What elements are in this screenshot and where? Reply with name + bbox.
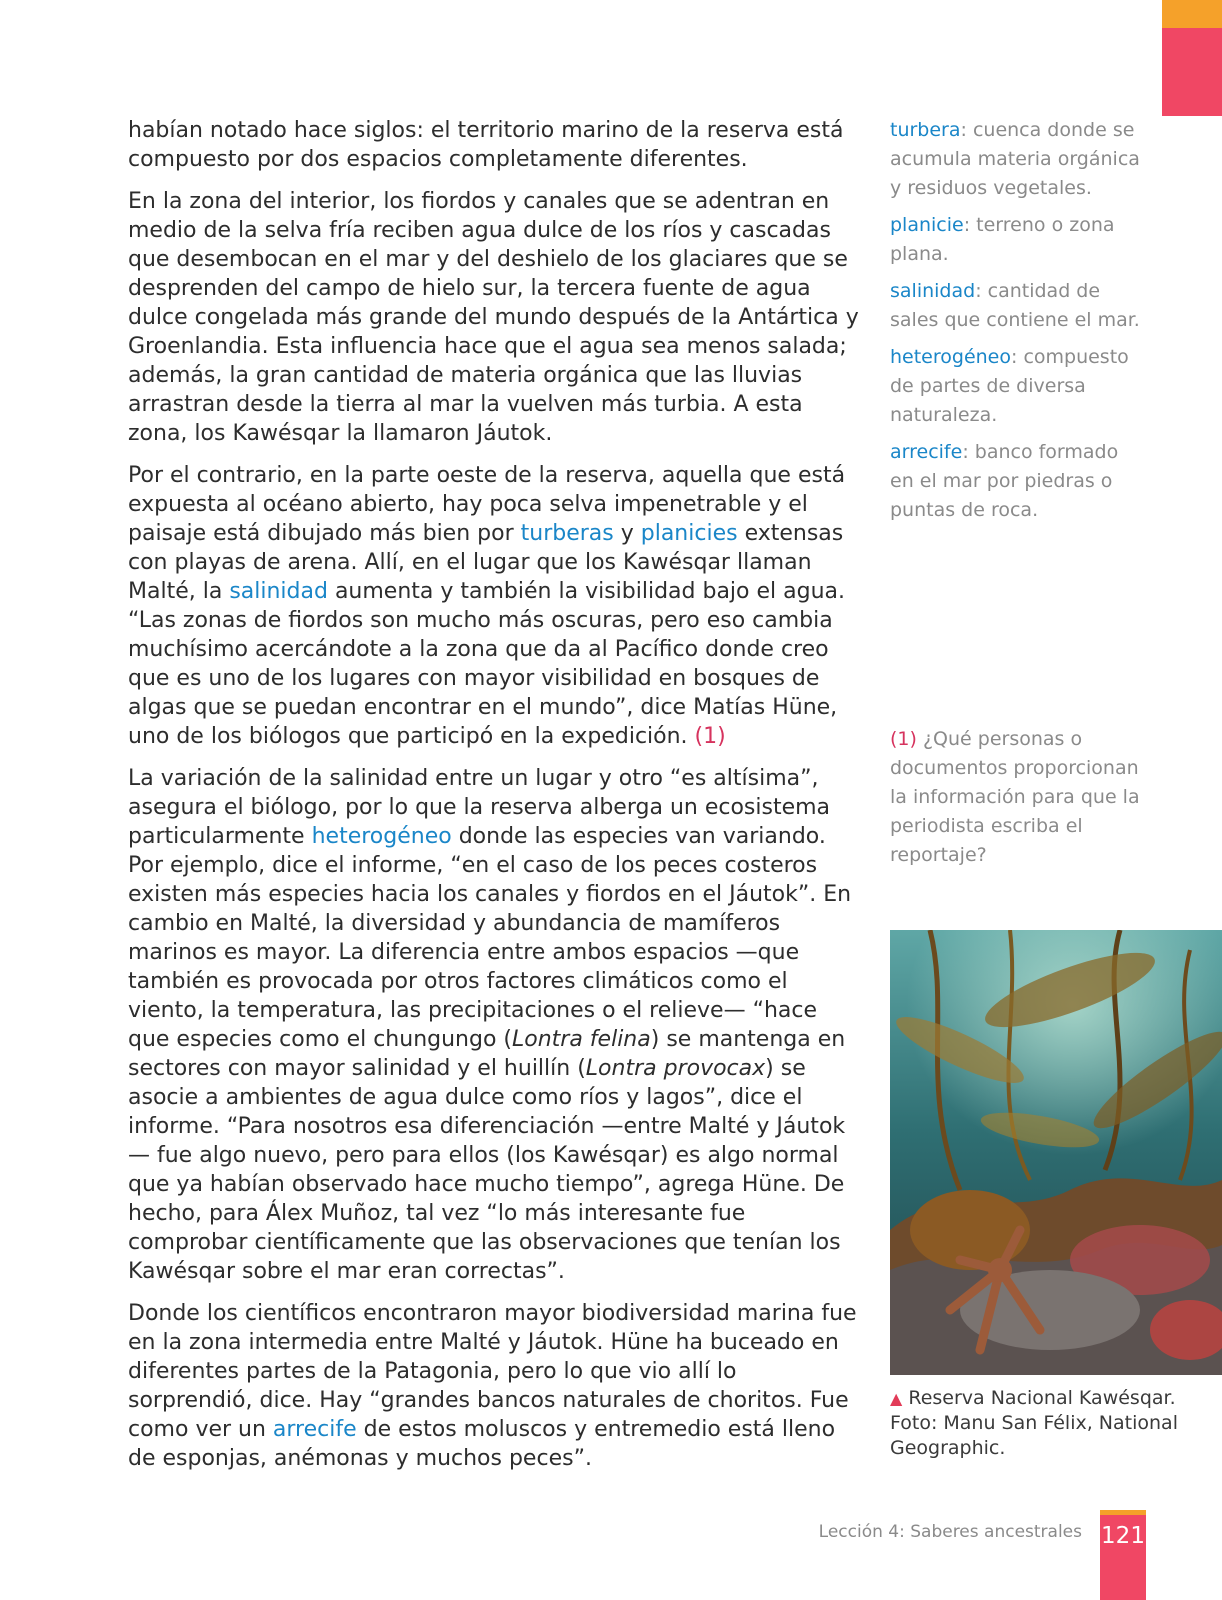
species-name: Lontra provocax <box>585 1056 766 1081</box>
article-body <box>128 116 862 1486</box>
keyword-salinidad: salinidad <box>229 579 328 604</box>
triangle-icon: ▲ <box>890 1389 903 1408</box>
footer-lesson: Lección 4: Saberes ancestrales <box>818 1522 1082 1542</box>
paragraph-3: Por el contrario, en la parte oeste de la reserva, aquella que está expuesta al océano abierto, hay poca selva impenetrable y el paisaje está dibujado más bien por turberas y planicies extensas con playas de arena. Allí, en el lugar que los Kawésqar llaman Malté, la salinidad aumenta y también la visibilidad bajo el agua. “Las zonas de fiordos son mucho más oscuras, pero eso cambia muchísimo acercándote a la zona que da al Pacífico donde creo que es uno de los lugares con mayor visibilidad en bosques de algas que se puedan encontrar en el mundo”, dice Matías Hüne, uno de los biólogos que participó en la expedición. (1) <box>128 463 846 749</box>
keyword-arrecife: arrecife <box>272 1417 357 1442</box>
keyword-turberas: turberas <box>520 521 614 546</box>
paragraph-1: habían notado hace siglos: el territorio marino de la reserva está compuesto por dos espacios completamente diferentes. <box>128 118 844 172</box>
glossary-entry: arrecife: banco formado en el mar por piedras o puntas de roca. <box>890 441 1119 521</box>
corner-tab-red <box>1162 28 1222 116</box>
keyword-planicies: planicies <box>640 521 738 546</box>
glossary-entry: turbera: cuenca donde se acumula materia orgánica y residuos vegetales. <box>890 119 1140 199</box>
glossary-entry: planicie: terreno o zona plana. <box>890 214 1115 265</box>
glossary-entry: salinidad: cantidad de sales que contiene el mar. <box>890 280 1140 331</box>
corner-tab-orange <box>1162 0 1222 28</box>
paragraph-5: Donde los científicos encontraron mayor biodiversidad marina fue en la zona intermedia entre Malté y Jáutok. Hüne ha buceado en diferentes partes de la Patagonia, pero lo que vio allí lo sorprendió, dice. Hay “grandes bancos naturales de choritos. Fue como ver un arrecife de estos moluscos y entremedio está lleno de esponjas, anémonas y muchos peces”. <box>128 1301 857 1471</box>
glossary-entry: heterogéneo: compuesto de partes de diversa naturaleza. <box>890 346 1129 426</box>
glossary <box>890 116 1140 533</box>
paragraph-4: La variación de la salinidad entre un lugar y otro “es altísima”, asegura el biólogo, por lo que la reserva alberga un ecosistema particularmente heterogéneo donde las especies van variando. Por ejemplo, dice el informe, “en el caso de los peces costeros existen más especies hacia los canales y fiordos en el Jáutok”. En cambio en Malté, la diversidad y abundancia de mamíferos marinos es mayor. La diferencia entre ambos espacios —que también es provocada por otros factores climáticos como el viento, la temperatura, las precipitaciones o el relieve— “hace que especies como el chungungo (Lontra felina) se mantenga en sectores con mayor salinidad y el huillín (Lontra provocax) se asocie a ambientes de agua dulce como ríos y lagos”, dice el informe. “Para nosotros esa diferenciación —entre Malté y Jáutok— fue algo nuevo, pero para ellos (los Kawésqar) es algo normal que ya habían observado hace mucho tiempo”, agrega Hüne. De hecho, para Álex Muñoz, tal vez “lo más interesante fue comprobar científicamente que las observaciones que tenían los Kawésqar sobre el mar eran correctas”. <box>128 766 852 1284</box>
paragraph-2: En la zona del interior, los fiordos y canales que se adentran en medio de la selva fría reciben agua dulce de los ríos y cascadas que desembocan en el mar y del deshielo de los glaciares que se desprenden del campo de hielo sur, la tercera fuente de agua dulce congelada más grande del mundo después de la Antártica y Groenlandia. Esta influencia hace que el agua sea menos salada; además, la gran cantidad de materia orgánica que las lluvias arrastran desde la tierra al mar la vuelven más turbia. A esta zona, los Kawésqar la llamaron Jáutok. <box>128 189 859 446</box>
keyword-heterogeneo: heterogéneo <box>311 824 452 849</box>
page-number: 121 <box>1100 1510 1146 1600</box>
photo-caption: ▲ Reserva Nacional Kawésqar. Foto: Manu San Félix, National Geographic. <box>890 1387 1178 1459</box>
underwater-photo <box>890 930 1222 1375</box>
margin-question: (1) ¿Qué personas o documentos proporcionan la información para que la periodista escriba el reportaje? <box>890 728 1140 866</box>
species-name: Lontra felina <box>512 1027 651 1052</box>
question-reference: (1) <box>694 724 726 749</box>
